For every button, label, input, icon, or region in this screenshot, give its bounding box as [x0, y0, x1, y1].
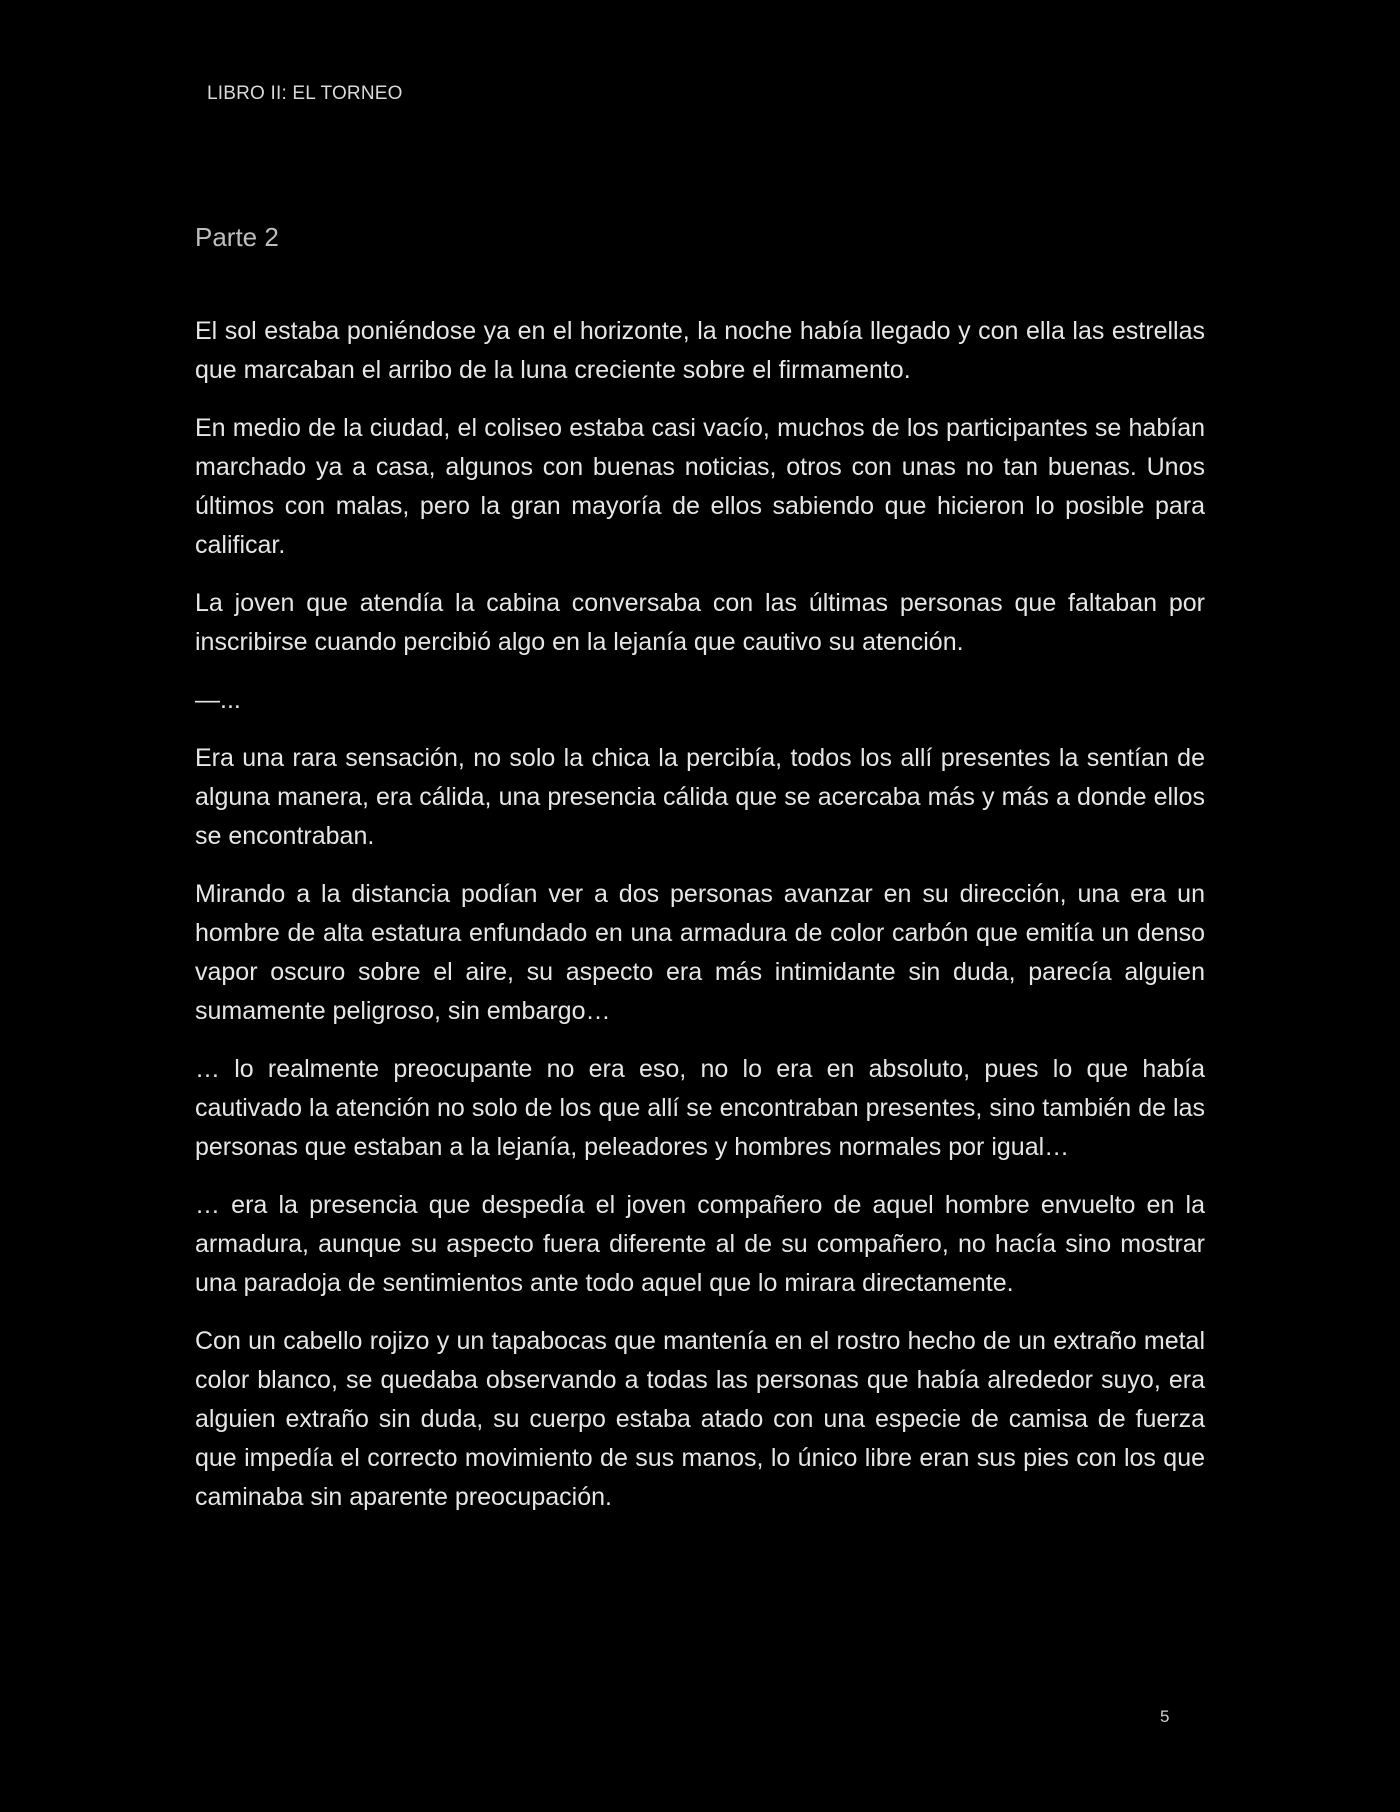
- body-text: [195, 312, 1205, 1536]
- section-title: Parte 2: [195, 222, 279, 252]
- paragraph: Mirando a la distancia podían ver a dos personas avanzar en su dirección, una era un hombre de alta estatura enfundado en una armadura de color carbón que emitía un denso vapor oscuro sobre el aire, su aspecto era más intimidante sin duda, parecía alguien sumamente peligroso, sin embargo…: [195, 880, 1205, 1025]
- dialogue-line: —...: [195, 686, 241, 714]
- paragraph: Con un cabello rojizo y un tapabocas que mantenía en el rostro hecho de un extraño metal color blanco, se quedaba observando a todas las personas que había alrededor suyo, era alguien extraño sin duda, su cuerpo estaba atado con una especie de camisa de fuerza que impedía el correcto movimiento de sus manos, lo único libre eran sus pies con los que caminaba sin aparente preocupación.: [195, 1327, 1205, 1511]
- page-number: 5: [1160, 1707, 1170, 1726]
- paragraph: La joven que atendía la cabina conversaba con las últimas personas que faltaban por inscribirse cuando percibió algo en la lejanía que cautivo su atención.: [195, 589, 1205, 656]
- paragraph: … era la presencia que despedía el joven compañero de aquel hombre envuelto en la armadura, aunque su aspecto fuera diferente al de su compañero, no hacía sino mostrar una paradoja de sentimientos ante todo aquel que lo mirara directamente.: [195, 1191, 1205, 1297]
- paragraph: El sol estaba poniéndose ya en el horizonte, la noche había llegado y con ella las estrellas que marcaban el arribo de la luna creciente sobre el firmamento.: [195, 317, 1205, 384]
- running-header: LIBRO II: EL TORNEO: [207, 83, 403, 104]
- paragraph: Era una rara sensación, no solo la chica la percibía, todos los allí presentes la sentían de alguna manera, era cálida, una presencia cálida que se acercaba más y más a donde ellos se encontraban.: [195, 744, 1205, 850]
- paragraph: … lo realmente preocupante no era eso, no lo era en absoluto, pues lo que había cautivado la atención no solo de los que allí se encontraban presentes, sino también de las personas que estaban a la lejanía, peleadores y hombres normales por igual…: [195, 1055, 1205, 1161]
- paragraph: En medio de la ciudad, el coliseo estaba casi vacío, muchos de los participantes se habían marchado ya a casa, algunos con buenas noticias, otros con unas no tan buenas. Unos últimos con malas, pero la gran mayoría de ellos sabiendo que hicieron lo posible para calificar.: [195, 414, 1205, 559]
